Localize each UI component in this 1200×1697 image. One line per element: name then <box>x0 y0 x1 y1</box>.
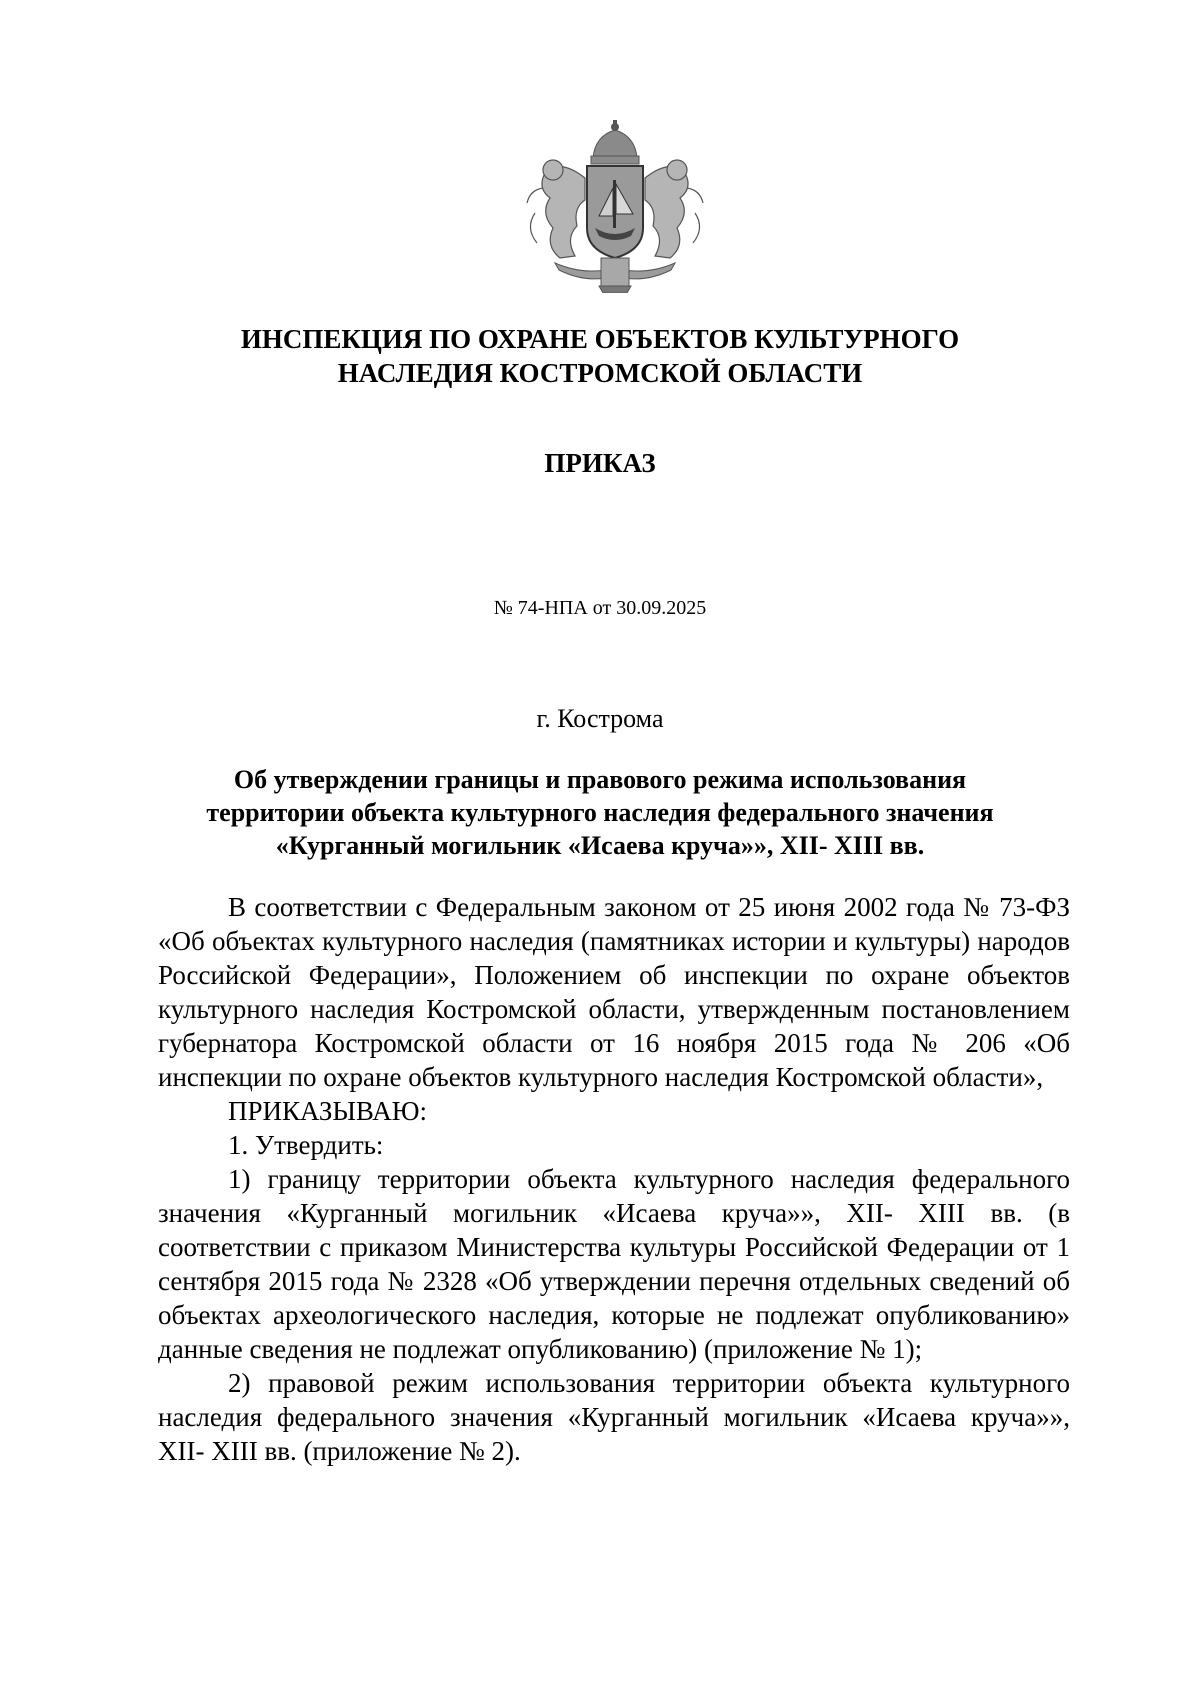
org-line-2: НАСЛЕДИЯ КОСТРОМСКОЙ ОБЛАСТИ <box>337 358 863 388</box>
org-line-1: ИНСПЕКЦИЯ ПО ОХРАНЕ ОБЪЕКТОВ КУЛЬТУРНОГО <box>240 324 960 354</box>
preamble-paragraph: В соответствии с Федеральным законом от 25 июня 2002 года № 73-ФЗ «Об объектах культурного наследия (памятниках истории и культуры) народов Российской Федерации», Положением об инспекции по охране объектов культурного наследия Костромской области, утвержденным постановлением губернатора Костромской области от 16 ноября 2015 года № 206 «Об инспекции по охране объектов культурного наследия Костромской области», <box>158 892 1070 1092</box>
order-word: ПРИКАЗЫВАЮ: <box>228 1096 427 1126</box>
document-subject <box>140 763 1060 862</box>
item-1-1: 1) границу территории объекта культурного наследия федерального значения «Курганный могильник «Исаева круча»», XII- XIII вв. (в соответствии с приказом Министерства культуры Российской Федерации от 1 сентября 2015 года № 2328 «Об утверждении перечня отдельных сведений об объектах археологического наследия, которые не подлежат опубликованию» данные сведения не подлежат опубликованию) (приложение № 1); <box>158 1164 1070 1364</box>
subject-line-1: Об утверждении границы и правового режима использования <box>233 765 967 794</box>
kostroma-coat-of-arms-icon <box>515 118 715 293</box>
document-city: г. Кострома <box>536 704 664 733</box>
item-1: 1. Утвердить: <box>228 1130 384 1160</box>
document-number-date: № 74-НПА от 30.09.2025 <box>493 597 707 619</box>
item-1-2: 2) правовой режим использования территории объекта культурного наследия федерального значения «Курганный могильник «Исаева круча»», XII- XIII вв. (приложение № 2). <box>158 1368 1070 1466</box>
organization-name <box>140 322 1060 390</box>
subject-line-2: территории объекта культурного наследия федерального значения <box>206 798 994 827</box>
document-body <box>158 890 1070 1468</box>
document-type: ПРИКАЗ <box>544 448 656 478</box>
subject-line-3: «Курганный могильник «Исаева круча»», XII- XIII вв. <box>275 831 925 860</box>
